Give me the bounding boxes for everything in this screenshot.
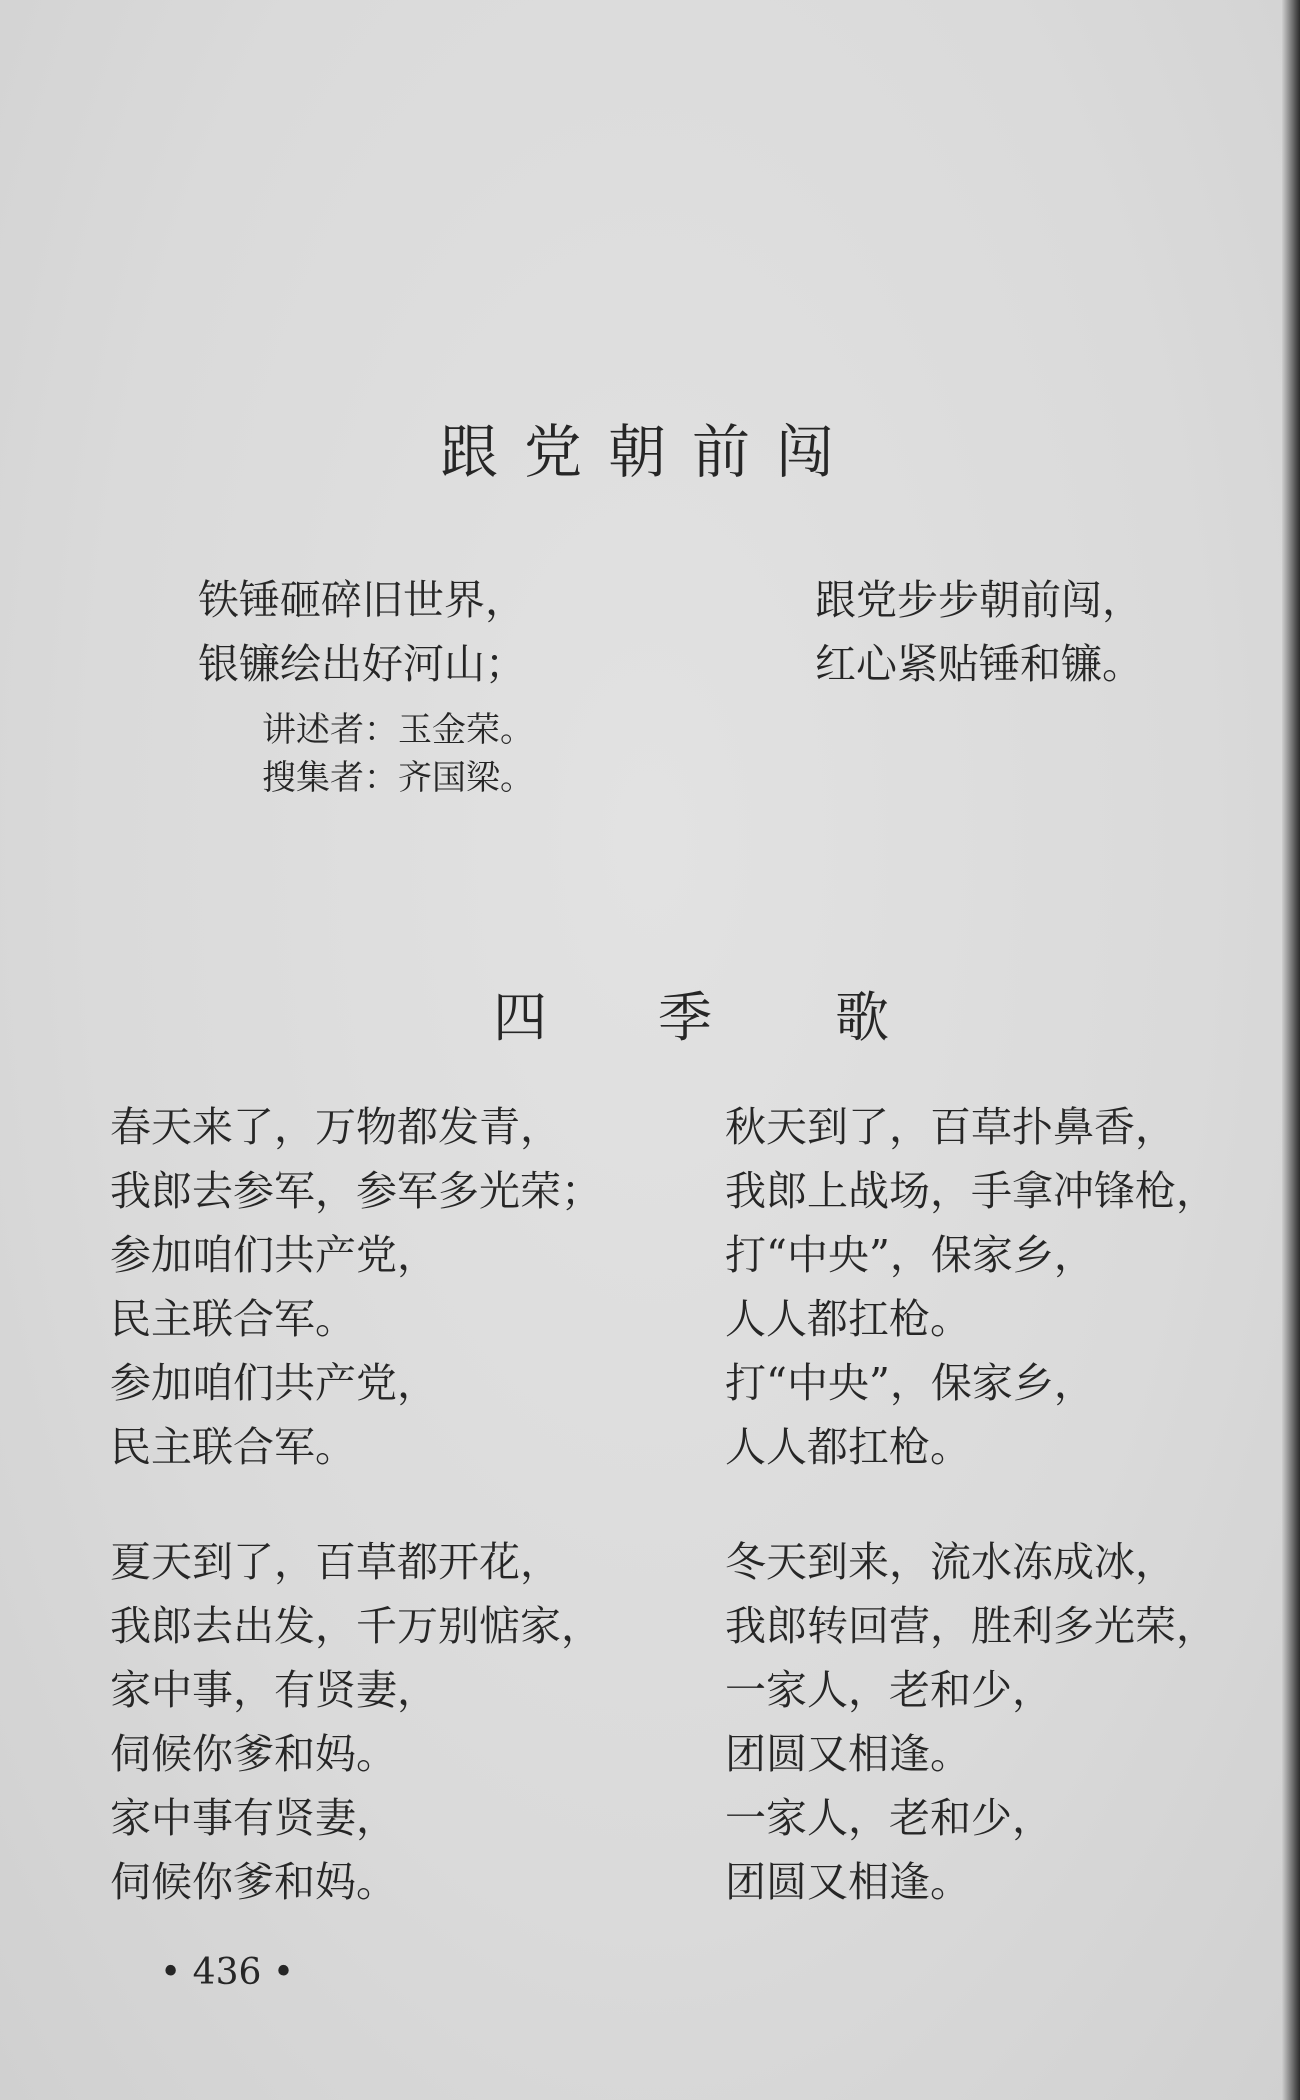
poem-line: 一家人，老和少， [725, 1666, 1053, 1714]
poem-line: 伺候你爹和妈。 [110, 1858, 397, 1906]
poem-line: 我郎转回营，胜利多光荣， [725, 1602, 1217, 1650]
page-edge-shadow [1282, 0, 1300, 2100]
poem-line: 团圆又相逢。 [725, 1858, 971, 1906]
poem-line: 冬天到来，流水冻成冰， [725, 1538, 1176, 1586]
title-char: 歌 [835, 986, 889, 1049]
poem-line: 打“中央”，保家乡， [725, 1359, 1095, 1407]
poem-line: 铁锤砸碎旧世界， [198, 576, 526, 624]
poem-line: 红心紧贴锤和镰。 [815, 640, 1143, 688]
poem-line: 团圆又相逢。 [725, 1730, 971, 1778]
poem-line: 一家人，老和少， [725, 1794, 1053, 1842]
poem-line: 我郎去出发，千万别惦家， [110, 1602, 602, 1650]
poem-line: 家中事，有贤妻， [110, 1666, 438, 1714]
poem-title: 跟党朝前闯 [439, 418, 860, 486]
poem-line: 人人都扛枪。 [725, 1423, 971, 1471]
poem-line: 伺候你爹和妈。 [110, 1730, 397, 1778]
poem-line: 参加咱们共产党， [110, 1359, 438, 1407]
poem-line: 跟党步步朝前闯， [815, 576, 1143, 624]
poem-line: 民主联合军。 [110, 1423, 356, 1471]
poem-line: 秋天到了，百草扑鼻香， [725, 1103, 1176, 1151]
poem-line: 春天来了，万物都发青， [110, 1103, 561, 1151]
poem-line: 家中事有贤妻， [110, 1794, 397, 1842]
title-char: 季 [658, 986, 712, 1049]
collector-credit: 搜集者：齐国梁。 [262, 758, 534, 798]
page-number: • 436 • [160, 1952, 295, 1993]
poem-line: 打“中央”，保家乡， [725, 1231, 1095, 1279]
title-char: 四 [493, 986, 547, 1049]
poem-line: 我郎去参军，参军多光荣； [110, 1167, 602, 1215]
poem-line: 我郎上战场，手拿冲锋枪， [725, 1167, 1217, 1215]
poem-line: 民主联合军。 [110, 1295, 356, 1343]
narrator-credit: 讲述者：玉金荣。 [262, 710, 534, 750]
poem-line: 夏天到了，百草都开花， [110, 1538, 561, 1586]
poem-line: 银镰绘出好河山； [198, 640, 526, 688]
poem-line: 人人都扛枪。 [725, 1295, 971, 1343]
poem-line: 参加咱们共产党， [110, 1231, 438, 1279]
